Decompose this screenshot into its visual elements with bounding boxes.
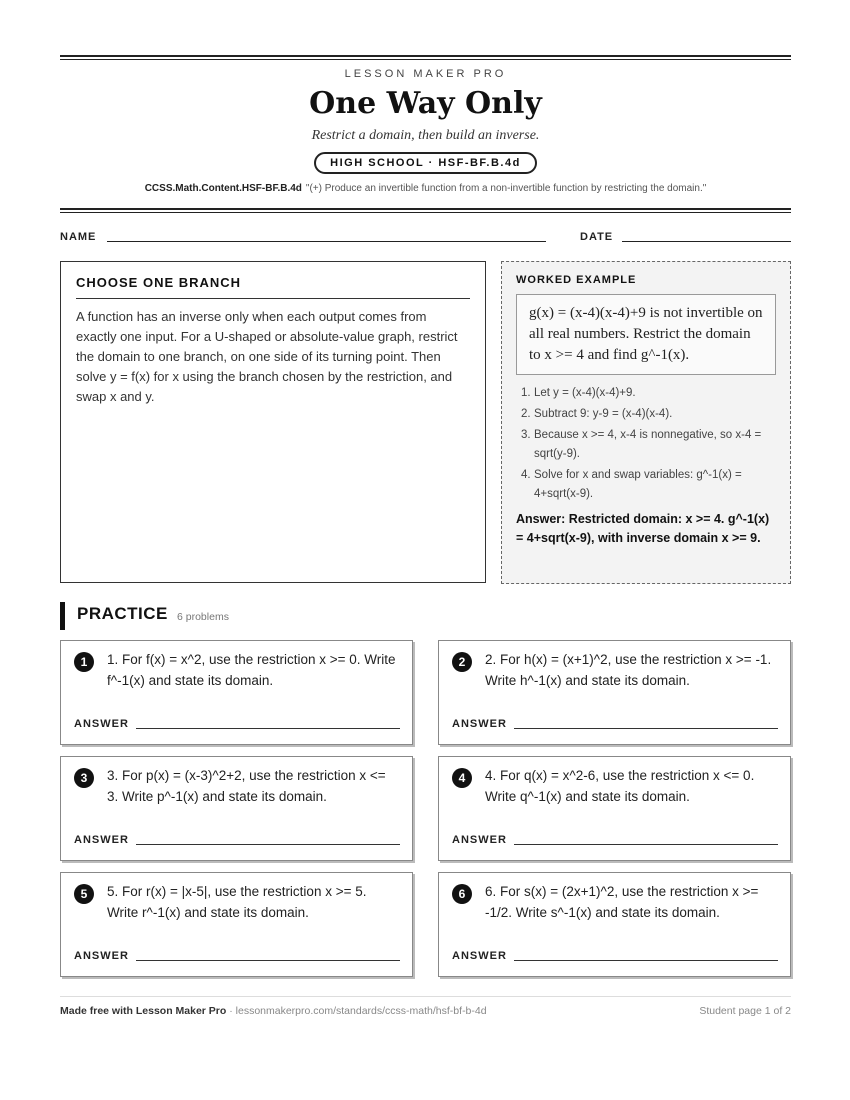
answer-line[interactable] bbox=[514, 728, 778, 729]
worked-step: 2. Subtract 9: y-9 = (x-4)(x-4). bbox=[521, 408, 673, 420]
worked-example-answer: Answer: Restricted domain: x >= 4. g^-1(x) = 4+sqrt(x-9), with inverse domain x >= 9. bbox=[516, 512, 770, 545]
footer-divider bbox=[60, 996, 791, 997]
standard-text: "(+) Produce an invertible function from a non-invertible function by restricting the domain." bbox=[305, 183, 707, 194]
answer-label: ANSWER bbox=[74, 950, 129, 962]
answer-line[interactable] bbox=[514, 960, 778, 961]
worked-step: 3. Because x >= 4, x-4 is nonnegative, so x-4 = sqrt(y-9). bbox=[521, 429, 762, 460]
worked-example-steps bbox=[516, 384, 776, 504]
practice-card-2 bbox=[438, 640, 791, 745]
problem-text: 4. For q(x) = x^2-6, use the restriction x <= 0. Write q^-1(x) and state its domain. bbox=[485, 768, 755, 804]
worked-example-heading: WORKED EXAMPLE bbox=[516, 274, 637, 286]
problem-text: 5. For r(x) = |x-5|, use the restriction x >= 5. Write r^-1(x) and state its domain. bbox=[107, 884, 367, 920]
problem-number-badge: 2 bbox=[452, 652, 472, 672]
page-subtitle: Restrict a domain, then build an inverse. bbox=[311, 128, 540, 143]
practice-card-5 bbox=[60, 872, 413, 977]
answer-label: ANSWER bbox=[74, 834, 129, 846]
problem-number-badge: 4 bbox=[452, 768, 472, 788]
footer-page-number: Student page 1 of 2 bbox=[699, 1005, 791, 1017]
top-rule bbox=[60, 55, 791, 60]
page-title: One Way Only bbox=[309, 86, 542, 121]
problem-number-badge: 6 bbox=[452, 884, 472, 904]
practice-heading: PRACTICE bbox=[77, 604, 168, 623]
practice-card-3 bbox=[60, 756, 413, 861]
footer-made-with: Made free with Lesson Maker Pro bbox=[60, 1005, 227, 1017]
problem-text: 6. For s(x) = (2x+1)^2, use the restriction x >= -1/2. Write s^-1(x) and state its domain. bbox=[485, 884, 759, 920]
answer-line[interactable] bbox=[514, 844, 778, 845]
answer-label: ANSWER bbox=[452, 718, 507, 730]
answer-line[interactable] bbox=[136, 844, 400, 845]
worked-step: 4. Solve for x and swap variables: g^-1(x) = 4+sqrt(x-9). bbox=[521, 469, 742, 500]
grade-standard-badge: HIGH SCHOOL · HSF-BF.B.4d bbox=[314, 152, 537, 174]
problem-text: 2. For h(x) = (x+1)^2, use the restriction x >= -1. Write h^-1(x) and state its domain. bbox=[485, 652, 772, 688]
date-field[interactable] bbox=[622, 241, 791, 242]
practice-count: 6 problems bbox=[177, 611, 229, 623]
worked-example-box bbox=[501, 261, 791, 584]
concept-heading: CHOOSE ONE BRANCH bbox=[76, 275, 470, 299]
problem-text: 1. For f(x) = x^2, use the restriction x >= 0. Write f^-1(x) and state its domain. bbox=[107, 652, 396, 688]
standard-line bbox=[60, 183, 791, 194]
practice-card-1 bbox=[60, 640, 413, 745]
answer-line[interactable] bbox=[136, 728, 400, 729]
practice-card-4 bbox=[438, 756, 791, 861]
footer-credit bbox=[60, 1005, 487, 1017]
worked-example-problem: g(x) = (x-4)(x-4)+9 is not invertible on all real numbers. Restrict the domain to x >= 4 and find g^-1(x). bbox=[516, 294, 776, 375]
worked-step: 1. Let y = (x-4)(x-4)+9. bbox=[521, 387, 636, 399]
grade-badge-wrap bbox=[60, 152, 791, 174]
standard-code: CCSS.Math.Content.HSF-BF.B.4d bbox=[144, 183, 302, 194]
answer-line[interactable] bbox=[136, 960, 400, 961]
problem-number-badge: 1 bbox=[74, 652, 94, 672]
answer-label: ANSWER bbox=[452, 950, 507, 962]
brand-name: LESSON MAKER PRO bbox=[344, 68, 507, 80]
footer-url[interactable]: · lessonmakerpro.com/standards/ccss-math/hsf-bf-b-4d bbox=[229, 1005, 487, 1017]
practice-accent-bar bbox=[60, 602, 65, 630]
problem-text: 3. For p(x) = (x-3)^2+2, use the restriction x <= 3. Write p^-1(x) and state its domain. bbox=[107, 768, 386, 804]
name-label: NAME bbox=[60, 231, 97, 243]
concept-box bbox=[60, 261, 486, 583]
header-bottom-rule bbox=[60, 208, 791, 213]
problem-number-badge: 5 bbox=[74, 884, 94, 904]
worksheet-page bbox=[60, 0, 791, 1100]
date-label: DATE bbox=[580, 231, 614, 243]
problem-number-badge: 3 bbox=[74, 768, 94, 788]
practice-card-6 bbox=[438, 872, 791, 977]
answer-label: ANSWER bbox=[74, 718, 129, 730]
answer-label: ANSWER bbox=[452, 834, 507, 846]
concept-body: A function has an inverse only when each output comes from exactly one input. For a U-shaped or absolute-value graph, restrict the domain to one branch, on one side of its turning point. Then solve y = f(x) for x using the branch chosen by the restriction, and swap x and y. bbox=[76, 309, 458, 404]
name-field[interactable] bbox=[107, 241, 546, 242]
